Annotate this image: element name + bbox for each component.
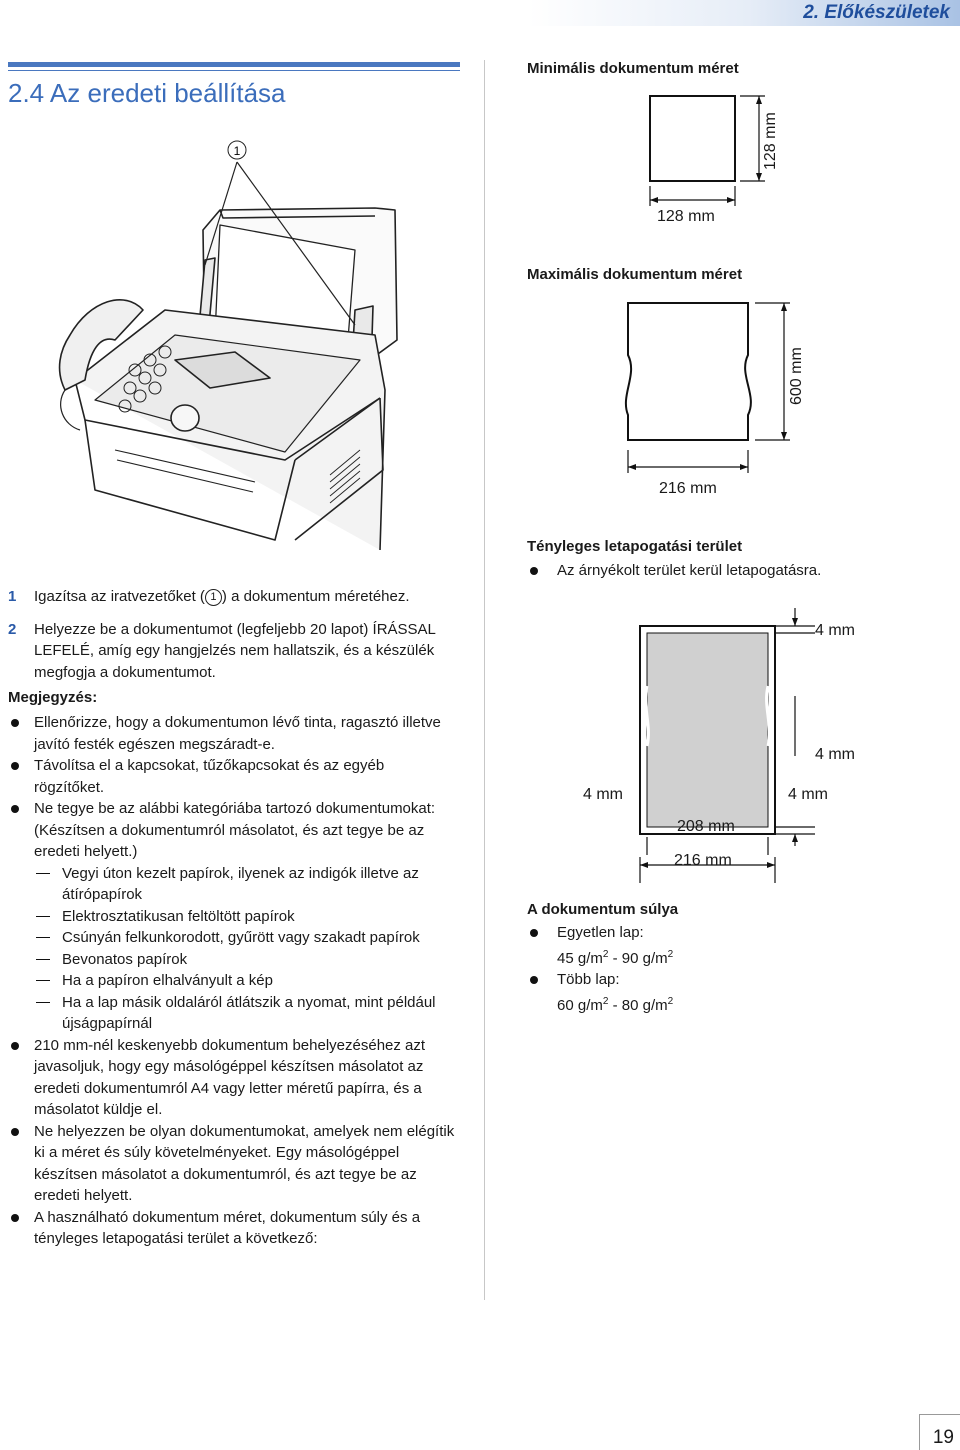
section-rule-thick [8,62,460,67]
min-width-label: 128 mm [657,208,715,225]
note-subitem: Vegyi úton kezelt papírok, ilyenek az indigók illetve az átírópapírok [8,863,458,906]
max-width-label: 216 mm [659,480,717,497]
left-margin-label: 4 mm [583,786,623,803]
weight-title: A dokumentum súlya [527,901,679,918]
right-margin-label: 4 mm [788,786,828,803]
step-number: 2 [8,620,17,638]
note-item: Ellenőrizze, hogy a dokumentumon lévő tinta, ragasztó illetve javító festék egészen megszáradt-e. [8,712,458,755]
callout-marker: 1 [205,589,222,606]
figure-callout: 1 [233,144,241,158]
step-number: 1 [8,588,17,605]
section-rule-thin [8,70,460,71]
note-item: Ne tegye be az alábbi kategóriába tartozó dokumentumokat: (Készítsen a dokumentumról másolatot, és azt tegye be az eredeti helyett.) [8,798,458,863]
section-title: 2.4 Az eredeti beállítása [8,78,286,108]
note-item: 210 mm-nél keskenyebb dokumentum behelyezéséhez azt javasoljuk, hogy egy másológéppel készítsen másolatot az eredeti dokumentumról A4 vagy letter méretű papírra, és a másolatot küldje el. [8,1035,458,1121]
weight-single-range: 45 $g/m^2 - 90$ $g/m^2$ [557,948,674,967]
note-item: Távolítsa el a kapcsokat, tűzőkapcsokat és az egyéb rögzítőket. [8,755,458,798]
note-item: A használható dokumentum méret, dokumentum súly és a tényleges letapogatási terület a következő: [8,1207,458,1250]
max-height-label: 600 mm [788,347,805,405]
note-subitem: Ha a papíron elhalványult a kép [8,970,458,992]
step-text: Igazítsa az iratvezetőket ( [34,588,205,605]
scan-area-diagram [630,606,830,846]
bottom-margin-label: 4 mm [815,746,855,763]
notes-heading: Megjegyzés: [8,689,98,706]
weight-multi-label: Több lap: [527,969,947,991]
step-1 [8,586,458,608]
column-divider [484,60,485,1300]
scan-area-note: Az árnyékolt terület kerül letapogatásra. [527,560,947,582]
top-margin-label: 4 mm [815,622,855,639]
steps-list [8,586,458,683]
notes-list [8,712,458,1250]
max-size-title: Maximális dokumentum méret [527,266,743,283]
step-text: Helyezze be a dokumentumot (legfeljebb 20 lapot) ÍRÁSSAL LEFELÉ, amíg egy hangjelzés nem hallatszik, és a készülék megfogja a dokumentumot. [34,620,436,681]
weight-single-label: Egyetlen lap: [527,922,947,944]
min-size-title: Minimális dokumentum méret [527,60,739,77]
max-size-diagram [620,295,810,475]
min-height-label: 128 mm [762,112,779,170]
step-text: ) a dokumentum méretéhez. [221,588,410,605]
page-number: 19 [932,1427,954,1448]
step-2 [8,619,458,684]
inner-width-label: 208 mm [677,818,735,835]
weight-list [527,922,947,1016]
outer-width-label: 216 mm [674,852,732,869]
scan-area-title: Tényleges letapogatási terület [527,538,743,555]
chapter-title: 2. Előkészületek [803,2,950,23]
scan-area-note-list [527,560,947,582]
fax-machine-illustration [55,130,400,550]
note-subitem: Elektrosztatikusan feltöltött papírok [8,906,458,928]
note-subitem: Bevonatos papírok [8,949,458,971]
note-subitem: Csúnyán felkunkorodott, gyűrött vagy szakadt papírok [8,927,458,949]
note-item: Ne helyezzen be olyan dokumentumokat, amelyek nem elégítik ki a méret és súly követelményeket. Egy másológéppel készítsen másolatot a dokumentumról, és azt tegye be az eredeti helyett. [8,1121,458,1207]
note-subitem: Ha a lap másik oldaláról átlátszik a nyomat, mint például újságpapírnál [8,992,458,1035]
weight-multi-range: 60 $g/m^2 - 80$ $g/m^2$ [557,995,674,1014]
